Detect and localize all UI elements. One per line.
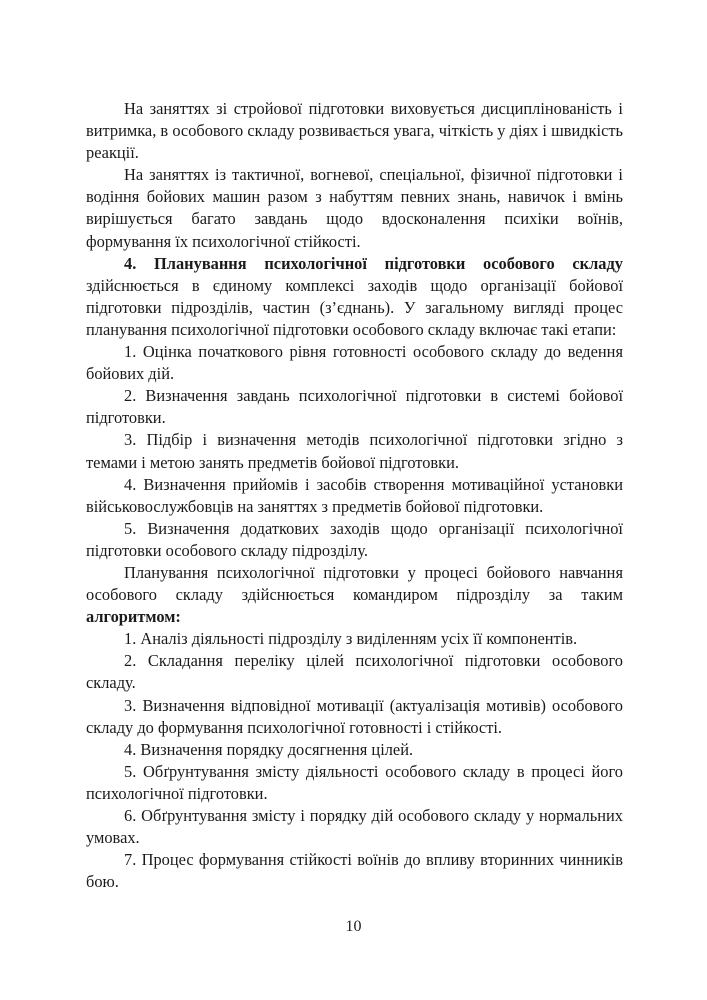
stage-item: 3. Підбір і визначення методів психологічної підготовки згідно з темами і метою занять предметів бойової підготовки. (86, 430, 623, 472)
algorithm-step: 5. Обґрунтування змісту діяльності особового складу в процесі його психологічної підготовки. (86, 761, 623, 803)
paragraph-planning (86, 253, 623, 341)
algorithm-intro-text: Планування психологічної підготовки у процесі бойового навчання особового складу здійснюється командиром підрозділу за таким (86, 562, 623, 605)
paragraph-tactical-training: На заняттях із тактичної, вогневої, спеціальної, фізичної підготовки і водіння бойових машин разом з набуттям певних знань, навичок і вмінь вирішується багато завдань щодо вдосконалення психіки воїнів, формування їх психологічної стійкості. (86, 165, 623, 251)
algorithm-keyword: алгоритмом: (86, 607, 181, 627)
section-heading-continuation: здійснюється в єдиному комплексі заходів щодо організації бойової підготовки підрозділів, частин (з’єднань). У загальному вигляді процес планування психологічної підготовки особового складу включає такі етапи: (86, 275, 623, 339)
page-number: 10 (345, 918, 362, 935)
algorithm-step: 2. Складання переліку цілей психологічної підготовки особового складу. (86, 651, 623, 693)
algorithm-step: 3. Визначення відповідної мотивації (актуалізація мотивів) особового складу до формування психологічної готовності і стійкості. (86, 695, 623, 737)
stage-item: 4. Визначення прийомів і засобів створення мотиваційної установки військовослужбовців на заняттях з предметів бойової підготовки. (86, 474, 623, 516)
algorithm-step: 4. Визначення порядку досягнення цілей. (124, 739, 414, 759)
stage-item: 1. Оцінка початкового рівня готовності особового складу до ведення бойових дій. (86, 342, 623, 384)
paragraph-algorithm-intro (86, 562, 623, 628)
algorithm-step: 6. Обґрунтування змісту і порядку дій особового складу у нормальних умовах. (86, 806, 623, 848)
section-heading: 4. Планування психологічної підготовки особового складу (124, 253, 623, 273)
stage-item: 2. Визначення завдань психологічної підготовки в системі бойової підготовки. (86, 386, 623, 428)
algorithm-step: 1. Аналіз діяльності підрозділу з виділенням усіх її компонентів. (124, 629, 578, 649)
document-page (86, 98, 623, 893)
algorithm-step: 7. Процес формування стійкості воїнів до впливу вторинних чинників бою. (86, 850, 623, 892)
paragraph-drill-training: На заняттях зі стройової підготовки виховується дисциплінованість і витримка, в особового складу розвивається увага, чіткість у діях і швидкість реакції. (86, 99, 623, 163)
stage-item: 5. Визначення додаткових заходів щодо організації психологічної підготовки особового складу підрозділу. (86, 518, 623, 560)
